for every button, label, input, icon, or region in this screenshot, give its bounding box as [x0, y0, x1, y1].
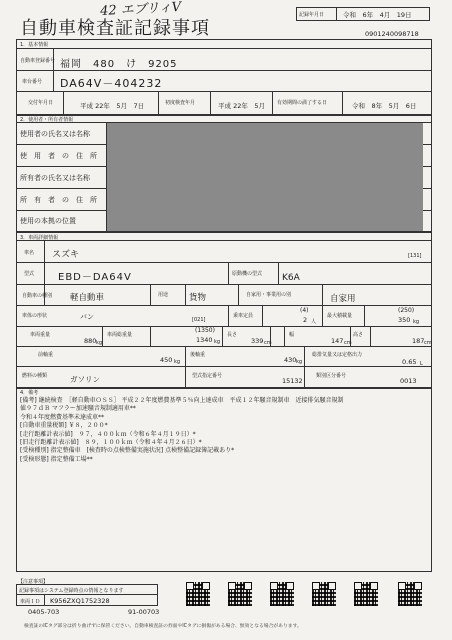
section3-heading: 3．車両詳細情報: [20, 235, 59, 241]
displacement-label: 総排気量又は定格出力: [312, 352, 363, 358]
length: 339: [251, 337, 264, 345]
max-load-top: (250): [398, 307, 415, 314]
height-label: 高さ: [353, 332, 364, 338]
maker: スズキ: [52, 250, 80, 260]
height: 187: [412, 337, 425, 345]
capacity-top: (4): [300, 307, 309, 314]
fuel: ガソリン: [70, 375, 100, 384]
remarks-line: [受検形態] 指定整備工場**: [20, 455, 93, 463]
expiry: 令和 8年 5月 6日: [352, 102, 417, 110]
section2-heading: 2．使用者・所有者情報: [20, 117, 74, 123]
private: 自家用: [330, 294, 356, 304]
model: EBD－DA64V: [58, 272, 132, 283]
notice-heading: 【注意事項】: [18, 579, 49, 585]
qr-code-icon: [312, 582, 336, 606]
width-unit: cm: [344, 340, 352, 346]
height-unit: cm: [424, 340, 432, 346]
section4-heading: 4．備考: [20, 390, 39, 396]
capacity-label: 乗車定員: [233, 313, 254, 319]
owner-row-label-4: 使用の本拠の位置: [20, 217, 76, 225]
type-no: 15132: [282, 377, 303, 385]
maker-code: [131]: [408, 253, 422, 259]
mass: 880: [84, 337, 97, 345]
mass-label: 車両重量: [30, 332, 51, 338]
remarks-line: 値９７ｄＢ マフラー加速騒音規制適用車**: [20, 405, 136, 413]
max-load-label: 最大積載量: [327, 313, 353, 319]
capacity: 2: [303, 316, 308, 324]
reg-no-label: 自動車登録番号: [20, 58, 56, 64]
maker-label: 車名: [24, 250, 35, 256]
class-no-label: 類別区分番号: [316, 373, 347, 379]
length-unit: cm: [264, 340, 272, 346]
mass-unit: kg: [96, 340, 103, 346]
displacement: 0.65: [402, 358, 417, 366]
first-reg: 平成 22年 5月 7日: [80, 102, 145, 110]
qr-code-icon: [270, 582, 294, 606]
owner-row-label-2: 所有者の氏名又は名称: [20, 174, 90, 182]
engine-label: 原動機の型式: [232, 271, 263, 277]
bottom-note: 検査証のICタグ部分は折り曲げずに保管ください。自動車検査証の券面やICタグに損傷がある場合、無効となる場合があります。: [24, 624, 302, 629]
width: 147: [331, 337, 344, 345]
kind: 軽自動車: [70, 293, 105, 303]
use: 貨物: [189, 293, 207, 303]
front-axle-unit: kg: [174, 359, 181, 365]
remarks-line: [備考] 継続検査 ［軽自動車ＯＳＳ］ 平成２２年度燃費基準５％向上達成車 平成１２年騒音規制車 近接排気騒音規制: [20, 397, 344, 404]
owner-row-label-3: 所 有 者 の 住 所: [20, 196, 97, 204]
remarks-line: [旧走行距離計表示値] ８９，１００ｋｍ（令和４年４月２６日）*: [20, 439, 202, 447]
reg-no: 福岡 480 け 9205: [60, 59, 178, 70]
type-no-label: 型式指定番号: [192, 373, 223, 379]
remarks-line: [走行距離計表示値] ９７，４００ｋｍ（令和６年４月１９日）*: [20, 430, 196, 438]
max-load-unit: kg: [413, 319, 420, 325]
section1-heading: 1．基本情報: [20, 42, 49, 48]
kind-label: 自動車の種別: [22, 293, 53, 299]
body-code: [021]: [192, 317, 206, 323]
document-title: 自動車検査証記録事項: [20, 18, 210, 39]
record-number: 0901240098718: [365, 30, 419, 38]
remarks-line: 令和４年度燃費基準未達成車**: [20, 413, 105, 421]
vehicle-id-label: 車両ＩＤ: [20, 599, 41, 605]
gross: 1340: [196, 336, 213, 344]
length-label: 長さ: [227, 332, 238, 338]
remarks-line: [受検種別] 指定整備車 [検査時の点検整備実施状況] 点検整備記録簿記載あり*: [20, 447, 235, 455]
notice-line: 記録事項はシステム登録時点の情報となります: [19, 588, 124, 594]
qr-code-icon: [186, 582, 210, 606]
body: バン: [80, 313, 94, 321]
handwritten-note: 42 エブリィV: [99, 0, 182, 20]
initial: 平成 22年 5月: [218, 102, 265, 110]
initial-label: 初度検査年月: [165, 100, 196, 106]
chassis-label: 車台番号: [22, 79, 43, 85]
rear-axle-label: 後軸重: [190, 352, 206, 358]
record-date: 令和 6年 4月 19日: [343, 11, 412, 19]
gross-top: (1350): [195, 327, 215, 334]
qr-code-icon: [398, 582, 422, 606]
rear-axle-unit: kg: [296, 359, 303, 365]
chassis: DA64V－404232: [60, 77, 163, 90]
gross-label: 車両総重量: [107, 332, 133, 338]
engine: K6A: [282, 273, 300, 283]
front-axle-label: 前軸重: [38, 352, 54, 358]
owner-row-label-0: 使用者の氏名又は名称: [20, 130, 90, 138]
front-axle: 450: [160, 356, 173, 364]
rear-axle: 430: [284, 356, 297, 364]
redacted-owner-info: [107, 123, 423, 231]
private-label: 自家用・事業用の別: [246, 292, 292, 298]
use-label: 用途: [158, 292, 169, 298]
fuel-label: 燃料の種類: [22, 373, 48, 379]
remarks-line: [自動車重量税額] ￥８，２００*: [20, 422, 108, 430]
vehicle-id: K956ZXQ1752328: [50, 597, 110, 605]
remarks-block: [20, 397, 430, 464]
model-label: 型式: [24, 271, 35, 277]
expiry-label: 有効期間の満了する日: [277, 100, 328, 106]
qr-code-icon: [354, 582, 378, 606]
max-load: 350: [398, 316, 411, 324]
gross-unit: kg: [214, 339, 221, 345]
record-date-label: 記録年月日: [299, 12, 325, 18]
first-reg-label: 交付年月日: [28, 100, 54, 106]
owner-row-label-1: 使 用 者 の 住 所: [20, 152, 97, 160]
width-label: 幅: [289, 332, 295, 338]
code-right: 91-00703: [128, 608, 160, 616]
class-no: 0013: [400, 377, 417, 385]
code-left: 0405-703: [28, 608, 60, 616]
body-label: 車体の形状: [22, 313, 48, 319]
capacity-unit: 人: [311, 319, 317, 325]
displacement-unit: L: [420, 361, 423, 367]
qr-code-icon: [228, 582, 252, 606]
